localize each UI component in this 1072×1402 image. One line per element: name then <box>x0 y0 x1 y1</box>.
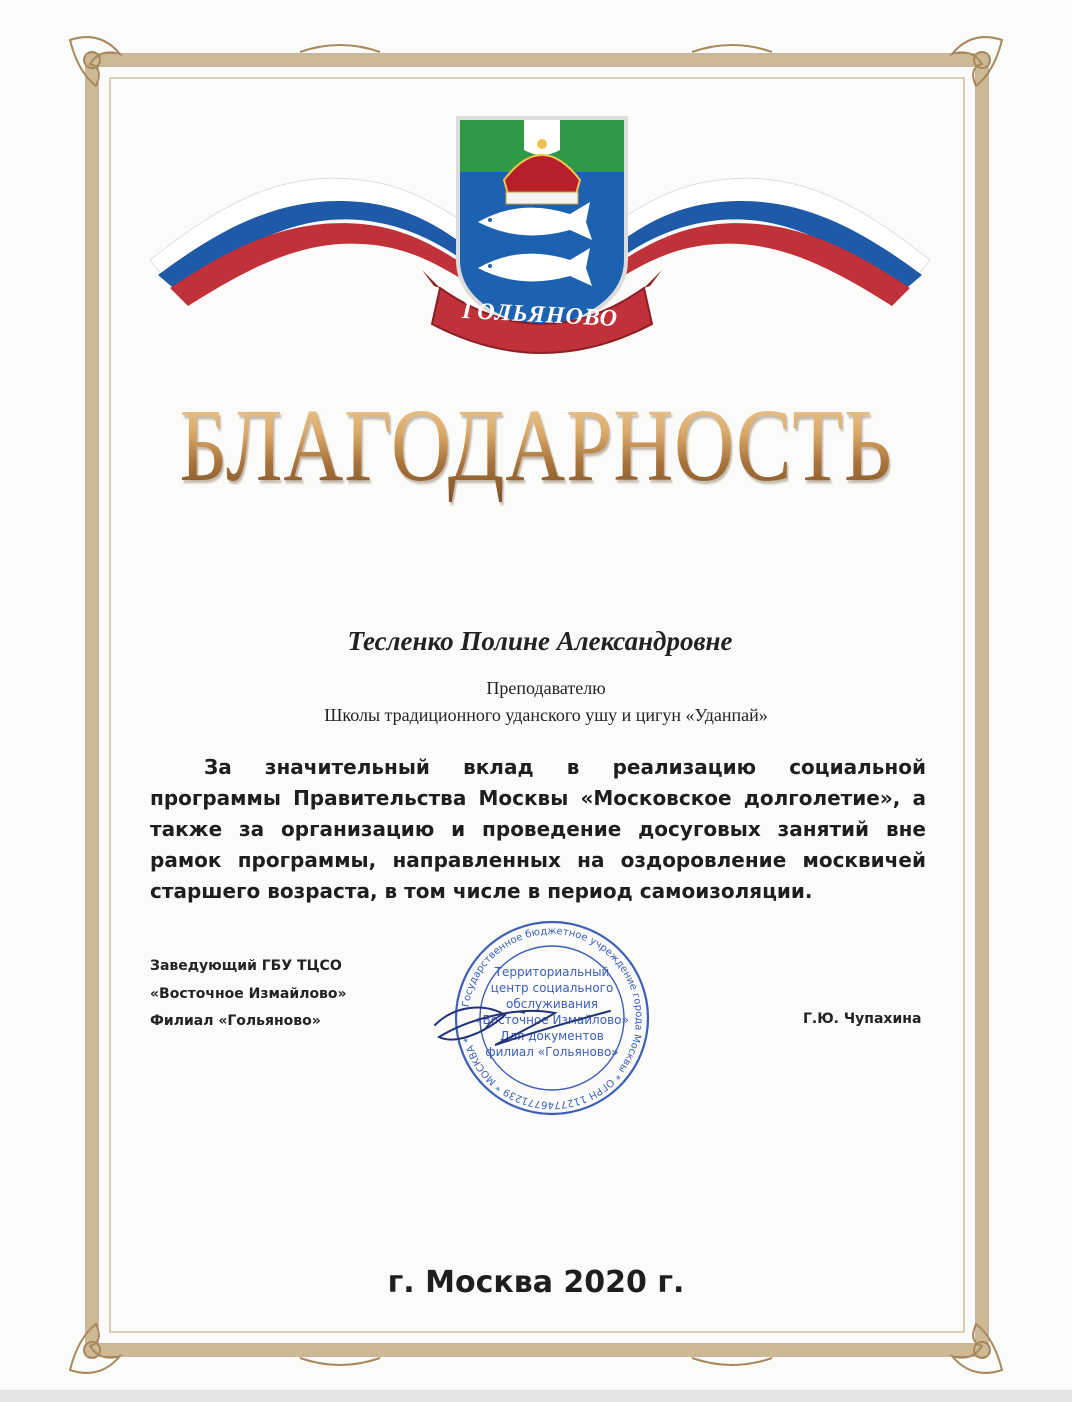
stamp-line-3: обслуживания <box>505 997 599 1011</box>
recipient-position: Преподавателю <box>486 678 606 698</box>
stamp-line-1: Территориальный <box>494 965 610 979</box>
city-year: г. Москва 2020 г. <box>387 1265 685 1300</box>
signatory-branch: Филиал «Гольяново» <box>150 1013 321 1029</box>
signatory-organization: «Восточное Измайлово» <box>150 985 347 1002</box>
recipient-name: Тесленко Полине Александровне <box>347 626 733 656</box>
handwritten-signature <box>425 985 625 1055</box>
stamp-line-2: центр социального <box>490 981 614 995</box>
stamp-outer-text: Государственное бюджетное учреждение города Москвы * ОГРН 1127746771239 * МОСКВА * <box>460 925 645 1111</box>
stamp-line-6: филиал «Гольяново» <box>485 1045 619 1059</box>
signatory-block <box>150 953 410 1036</box>
emblem-ribbon-text: ГОЛЬЯНОВО <box>461 297 619 333</box>
stamp-line-5: Для документов <box>500 1029 604 1043</box>
stamp-line-4: «Восточное Измайлово» <box>475 1013 629 1027</box>
signatory-title: Заведующий ГБУ ТЦСО <box>150 958 342 974</box>
gratitude-text: За значительный вклад в реализацию социальной программы Правительства Москвы «Московское долголетие», а также за организацию и проведение досуговых занятий вне рамок программы, направленных на оздоровление москвичей старшего возраста, в том числе в период самоизоляции. <box>150 755 926 903</box>
signatory-name: Г.Ю. Чупахина <box>803 1011 922 1027</box>
scan-bottom-edge <box>0 1390 1072 1402</box>
certificate-title: БЛАГОДАРНОСТЬ <box>107 386 965 505</box>
recipient-organization: Школы традиционного уданского ушу и цигун «Уданпай» <box>324 705 768 725</box>
